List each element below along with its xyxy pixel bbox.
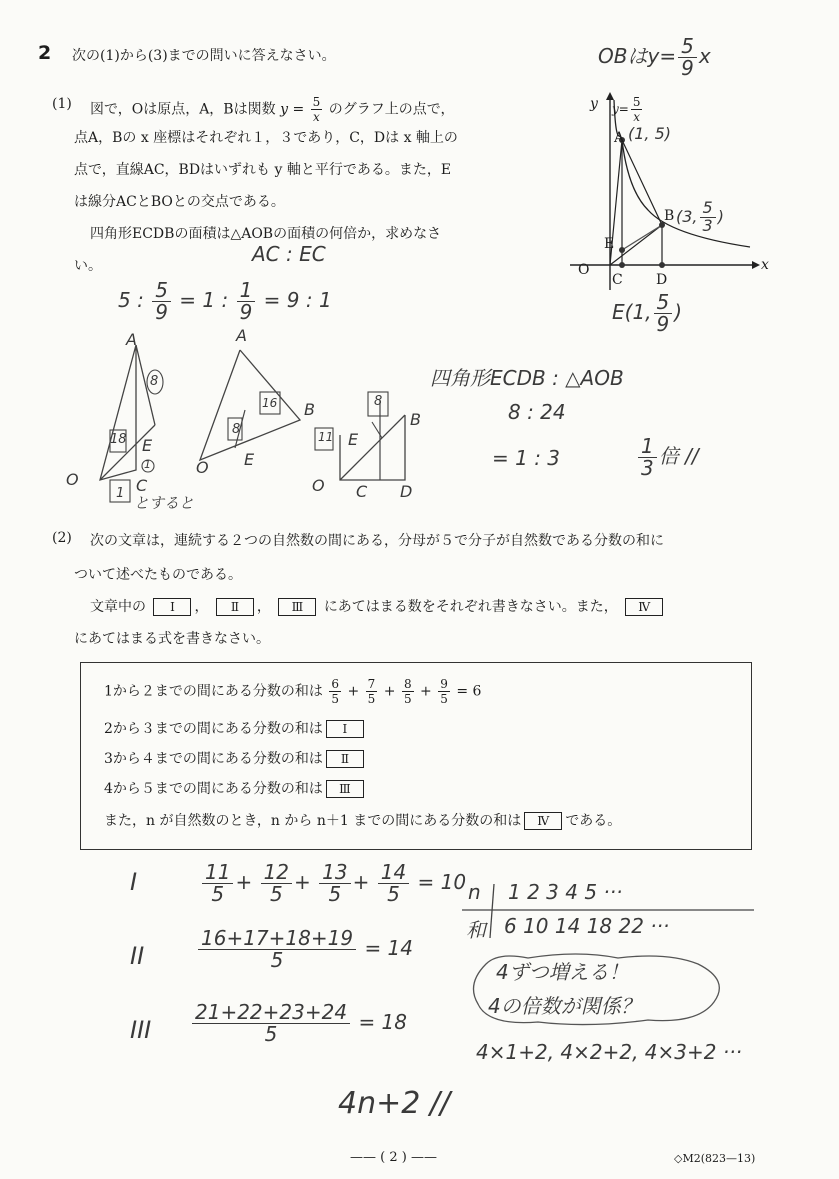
q1-line2: 点A，Bの x 座標はそれぞれ１，３であり，C，Dは x 軸上の [74, 130, 458, 146]
sketch2-a: A [236, 326, 247, 345]
handwritten-e-coord: E(1, $\frac{5}{9}$ ) [612, 290, 683, 336]
graph-y-label: y [590, 96, 598, 112]
handwritten-label-3: III [130, 1016, 152, 1044]
q1-line5: 四角形ECDBの面積は△AOBの面積の何倍か，求めなさ [90, 226, 442, 242]
handwritten-ratio: 5 : $\frac{5}{9}$ = 1 : $\frac{1}{9}$ = 9 : 1 [118, 278, 332, 324]
point-e-dot [619, 247, 625, 253]
table-n-values: 1 2 3 4 5 ··· [508, 880, 623, 904]
q2-line4: にあてはまる式を書きなさい。 [74, 631, 270, 647]
box-blank-3: Ⅲ [326, 780, 364, 798]
page-number: —— ( 2 ) —— [350, 1150, 437, 1165]
sketch1-a: A [126, 330, 137, 349]
sketch1-1: 1 [144, 458, 151, 471]
sketch2-b: B [304, 400, 315, 419]
handwritten-ob-equation: OBはy= $\frac{5}{9}$ x [598, 34, 711, 80]
handwritten-note-2: 4の倍数が関係？ [488, 994, 641, 1018]
graph-curve-label: y= $\frac{5}{x}$ [612, 95, 641, 124]
handwritten-line-eb [622, 225, 662, 250]
q2-blank-1: Ⅰ [153, 598, 191, 616]
sketch2-e: E [244, 450, 255, 469]
sketch3-8: 8 [374, 394, 383, 409]
sketch1-o: O [66, 470, 79, 489]
sketch1-note-box: 1 [116, 486, 125, 501]
handwritten-note-1: 4ずつ増える！ [496, 960, 629, 984]
box-blank-2: Ⅱ [326, 750, 364, 768]
q2-blank-2: Ⅱ [216, 598, 254, 616]
table-sum-label: 和 [466, 918, 486, 942]
box-row5: また，n が自然数のとき，n から n＋1 までの間にある分数の和は Ⅳ である。 [104, 813, 622, 829]
question-number: 2 [38, 42, 52, 64]
sketch1-18: 18 [110, 432, 127, 447]
sketch3-11: 11 [318, 430, 334, 444]
sketch1-8: 8 [150, 374, 159, 389]
q2-line2: ついて述べたものである。 [74, 567, 242, 583]
handwritten-a-coord: (1, 5) [628, 124, 672, 143]
handwritten-sum-2: $\frac{16+17+18+19}{5}$ = 14 [196, 928, 413, 971]
sketch3-b: B [410, 410, 421, 429]
q1-line1: 図で，Oは原点，A，Bは関数 y = $\frac{5}{x}$ のグラフ上の点で， [90, 95, 455, 124]
table-n-label: n [468, 880, 481, 904]
graph-point-d: D [656, 272, 668, 288]
graph-origin-label: O [578, 262, 590, 278]
graph-point-a: A [614, 130, 625, 146]
box-blank-4: Ⅳ [524, 812, 562, 830]
triangle-aob [610, 140, 662, 265]
sketch1-e: E [142, 436, 153, 455]
handwritten-area-ratio: 四角形ECDB : △AOB [430, 366, 624, 390]
graph-point-b: B [664, 208, 675, 224]
handwritten-b-coord: (3, $\frac{5}{3}$ ) [676, 198, 724, 235]
q2-line1: 次の文章は，連続する２つの自然数の間にある，分母が５で分子が自然数である分数の和に [90, 533, 664, 549]
handwritten-area-simplified: = 1 : 3 [492, 446, 561, 470]
point-d-dot [659, 262, 665, 268]
sketch3-c: C [356, 482, 368, 501]
q2-blank-3: Ⅲ [278, 598, 316, 616]
graph-x-label: x [761, 257, 769, 273]
box-row2: 2から３までの間にある分数の和は Ⅰ [104, 718, 367, 738]
box-blank-1: Ⅰ [326, 720, 364, 738]
q1-line6: い。 [74, 258, 102, 274]
graph-point-e: E [604, 236, 615, 252]
sketch3-e: E [348, 430, 359, 449]
sketch2-o: O [196, 458, 209, 477]
handwritten-label-1: I [130, 868, 138, 896]
handwritten-sum-3: $\frac{21+22+23+24}{5}$ = 18 [190, 1002, 407, 1045]
sketch2-16: 16 [262, 396, 278, 410]
sketch1-c: C [136, 476, 148, 495]
box-row4: 4から５までの間にある分数の和は Ⅲ [104, 778, 367, 798]
exam-code: ◇M2(823—13) [674, 1152, 756, 1165]
q2-label: (2) [52, 530, 72, 546]
question-instruction: 次の(1)から(3)までの問いに答えなさい。 [72, 48, 336, 64]
handwritten-sum-1: $\frac{11}{5}$ + $\frac{12}{5}$ + $\frac{13}{5}$ + $\frac{14}{5}$ = 10 [200, 862, 466, 905]
handwritten-pattern: 4×1+2, 4×2+2, 4×3+2 ··· [476, 1040, 742, 1064]
box-row1: 1から２までの間にある分数の和は $\frac{6}{5}$ + $\frac{7}{5}$ + $\frac{8}{5}$ + $\frac{9}{5}$ = 6 [104, 677, 482, 706]
graph-point-c: C [612, 272, 623, 288]
handwritten-label-2: II [130, 942, 145, 970]
sketch3-d: D [400, 482, 413, 501]
handwritten-q1-answer: $\frac{1}{3}$ 倍 // [636, 436, 699, 479]
table-sum-values: 6 10 14 18 22 ··· [504, 914, 670, 938]
point-c-dot [619, 262, 625, 268]
q1-line4: は線分ACとBOとの交点である。 [74, 194, 285, 210]
handwritten-final-answer: 4n+2 // [338, 1086, 451, 1121]
box-row3: 3から４までの間にある分数の和は Ⅱ [104, 748, 367, 768]
sketch1-note: とすると [134, 494, 195, 512]
q1-line3: 点で，直線AC，BDはいずれも y 軸と平行である。また，E [74, 162, 452, 178]
handwritten-ac-ec: AC : EC [252, 242, 326, 266]
coordinate-graph [570, 90, 760, 290]
handwritten-area-values: 8 : 24 [508, 400, 566, 424]
q1-label: (1) [52, 96, 72, 112]
q2-line3: 文章中の Ⅰ ， Ⅱ ， Ⅲ にあてはまる数をそれぞれ書きなさい。また， Ⅳ [90, 596, 666, 616]
sketch3-o: O [312, 476, 325, 495]
sketch2-8: 8 [232, 422, 241, 437]
q2-blank-4: Ⅳ [625, 598, 663, 616]
